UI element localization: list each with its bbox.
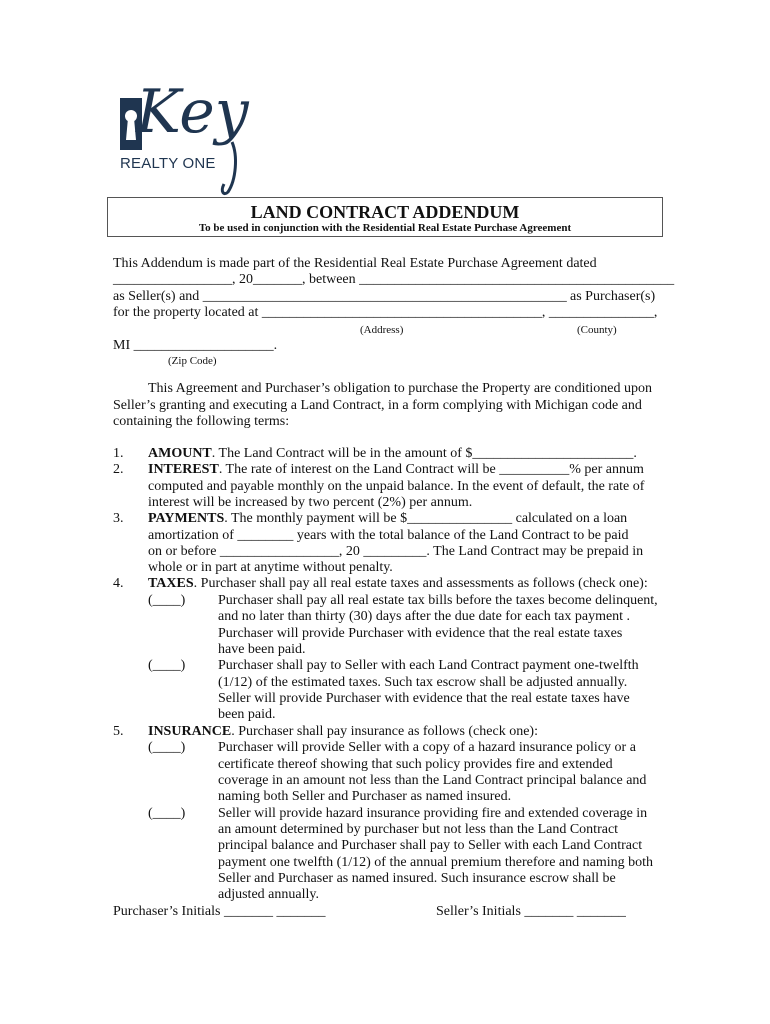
intro-line-1: This Addendum is made part of the Residential Real Estate Purchase Agreement dated: [113, 256, 597, 271]
taxes-option-2-line: been paid.: [218, 707, 276, 722]
address-label: (Address): [360, 324, 404, 336]
logo-subtitle: REALTY ONE: [120, 155, 216, 172]
conditions-line-3: containing the following terms:: [113, 414, 290, 429]
interest-line[interactable]: [148, 462, 644, 478]
payments-line-2[interactable]: amortization of ________ years with the total balance of the Land Contract to be paid: [148, 528, 629, 543]
payments-heading: PAYMENTS: [148, 511, 225, 526]
company-logo: [112, 77, 262, 196]
taxes-option-2-line: Seller will provide Purchaser with evidence that the real estate taxes have: [218, 691, 630, 706]
insurance-option-2-line: principal balance and Purchaser shall pay to Seller with each Land Contract: [218, 838, 643, 853]
taxes-text: . Purchaser shall pay all real estate taxes and assessments as follows (check one):: [193, 576, 648, 591]
taxes-option-1-line: and no later than thirty (30) days after the due date for each tax payment .: [218, 609, 631, 624]
conditions-line-2: Seller’s granting and executing a Land Contract, in a form complying with Michigan code and: [113, 398, 642, 413]
item-number: 5.: [113, 724, 124, 739]
logo-brand-text: Key: [136, 77, 249, 147]
taxes-option-1-line: Purchaser will provide Purchaser with evidence that the real estate taxes: [218, 626, 623, 641]
taxes-option-1-line: Purchaser shall pay all real estate tax bills before the taxes become delinquent,: [218, 593, 658, 608]
taxes-option-1-line: have been paid.: [218, 642, 306, 657]
county-label: (County): [577, 324, 617, 336]
item-number: 4.: [113, 576, 124, 591]
insurance-option-2-line: an amount determined by purchaser but not less than the Land Contract: [218, 822, 619, 837]
taxes-option-2-line: (1/12) of the estimated taxes. Such tax escrow shall be adjusted annually.: [218, 675, 628, 690]
amount-text: . The Land Contract will be in the amount of $_______________________.: [211, 446, 637, 461]
payments-text: . The monthly payment will be $_______________ calculated on a loan: [224, 511, 628, 526]
intro-line-3-purchaser: as Purchaser(s): [570, 289, 656, 304]
insurance-option-2-checkbox[interactable]: (____): [148, 806, 186, 821]
insurance-option-2-line: adjusted annually.: [218, 887, 319, 902]
taxes-option-2-checkbox[interactable]: (____): [148, 658, 186, 673]
insurance-option-1-line: naming both Seller and Purchaser as named insured.: [218, 789, 512, 804]
intro-line-5[interactable]: MI ____________________.: [113, 338, 278, 353]
taxes-line: [148, 576, 648, 592]
payments-line-3[interactable]: on or before _________________, 20 _________. The Land Contract may be prepaid in: [148, 544, 644, 559]
interest-line-3: interest will be increased by two percent (2%) per annum.: [148, 495, 473, 510]
interest-line-2: computed and payable monthly on the unpaid balance. In the event of default, the rate of: [148, 479, 645, 494]
title-box: [107, 197, 663, 237]
item-number: 3.: [113, 511, 124, 526]
taxes-option-2-line: Purchaser shall pay to Seller with each Land Contract payment one-twelfth: [218, 658, 639, 673]
page-title: LAND CONTRACT ADDENDUM: [250, 202, 520, 222]
interest-heading: INTEREST: [148, 462, 219, 477]
insurance-heading: INSURANCE: [148, 724, 232, 739]
amount-heading: AMOUNT: [148, 446, 212, 461]
amount-line[interactable]: [148, 446, 637, 462]
payments-line[interactable]: [148, 511, 627, 527]
intro-line-2[interactable]: _________________, 20_______, between _____________________________________________: [113, 272, 675, 287]
insurance-option-2-line: Seller will provide hazard insurance providing fire and extended coverage in: [218, 806, 648, 821]
insurance-option-1-checkbox[interactable]: (____): [148, 740, 186, 755]
insurance-text: . Purchaser shall pay insurance as follows (check one):: [231, 724, 538, 739]
intro-line-4[interactable]: for the property located at ________________________________________, _______________,: [113, 305, 658, 320]
insurance-option-1-line: Purchaser will provide Seller with a copy of a hazard insurance policy or a: [218, 740, 636, 755]
insurance-option-1-line: coverage in an amount not less than the Land Contract principal balance and: [218, 773, 647, 788]
insurance-line: [148, 724, 538, 740]
insurance-option-2-line: payment one twelfth (1/12) of the annual premium therefore and naming both: [218, 855, 654, 870]
purchaser-initials[interactable]: Purchaser’s Initials _______ _______: [113, 904, 326, 919]
taxes-heading: TAXES: [148, 576, 194, 591]
insurance-option-1-line: certificate thereof showing that such policy provides fire and extended: [218, 757, 613, 772]
seller-initials[interactable]: Seller’s Initials _______ _______: [436, 904, 626, 919]
interest-text: . The rate of interest on the Land Contract will be __________% per annum: [218, 462, 644, 477]
page-subtitle: To be used in conjunction with the Residential Real Estate Purchase Agreement: [198, 222, 572, 234]
conditions-line-1: This Agreement and Purchaser’s obligation to purchase the Property are conditioned upon: [148, 381, 652, 396]
zip-label: (Zip Code): [168, 355, 217, 367]
item-number: 1.: [113, 446, 124, 461]
taxes-option-1-checkbox[interactable]: (____): [148, 593, 186, 608]
intro-line-3[interactable]: as Seller(s) and ____________________________________________________: [113, 289, 567, 304]
payments-line-4: whole or in part at anytime without penalty.: [148, 560, 393, 575]
insurance-option-2-line: Seller and Purchaser as named insured. Such insurance escrow shall be: [218, 871, 616, 886]
item-number: 2.: [113, 462, 124, 477]
